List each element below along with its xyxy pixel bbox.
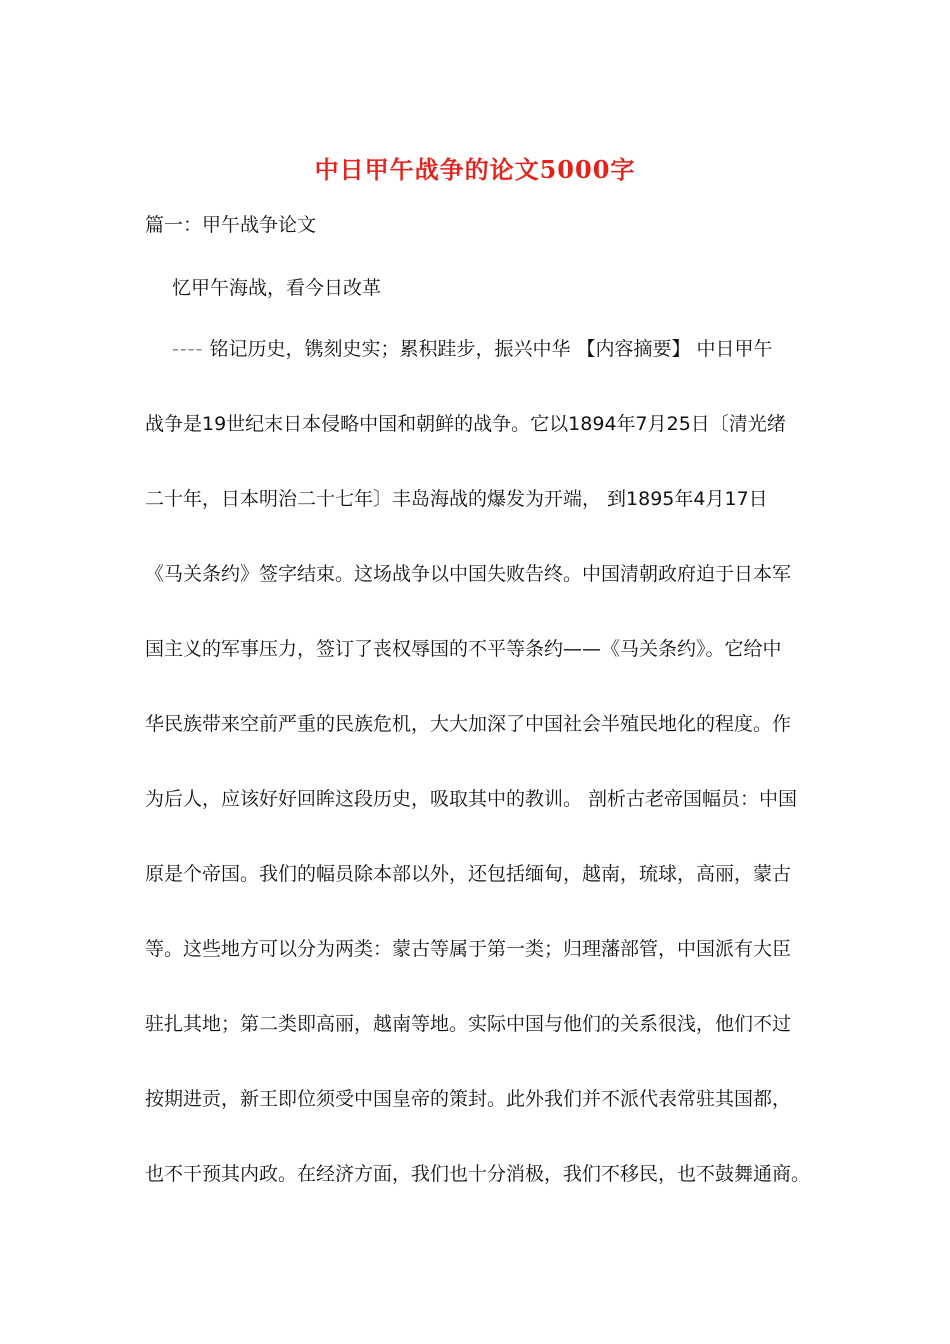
paragraph-line: 按期进贡，新王即位须受中国皇帝的策封。此外我们并不派代表常驻其国都， xyxy=(145,1088,792,1110)
paragraph-line: 等。这些地方可以分为两类：蒙古等属于第一类；归理藩部管，中国派有大臣 xyxy=(145,938,792,960)
paragraph-line: 华民族带来空前严重的民族危机，大大加深了中国社会半殖民地化的程度。作 xyxy=(145,713,792,735)
paragraph-line: 原是个帝国。我们的幅员除本部以外，还包括缅甸，越南，琉球，高丽，蒙古 xyxy=(145,863,792,885)
paragraph-line: 战争是19世纪末日本侵略中国和朝鲜的战争。它以1894年7月25日〔清光绪 xyxy=(145,413,786,435)
paragraph-line xyxy=(145,334,810,409)
paragraph-line: 《马关条约》签字结束。这场战争以中国失败告终。中国清朝政府迫于日本军 xyxy=(145,563,792,585)
document-title: 中日甲午战争的论文5000字 xyxy=(314,155,636,184)
paragraph-line: 驻扎其地；第二类即高丽，越南等地。实际中国与他们的关系很浅，他们不过 xyxy=(145,1013,792,1035)
paragraph-line-text: 铭记历史，镌刻史实；累积跬步，振兴中华 【内容摘要】 中日甲午 xyxy=(203,338,773,360)
paragraph-line: 也不干预其内政。在经济方面，我们也十分消极，我们不移民，也不鼓舞通商。 xyxy=(145,1163,810,1185)
paragraph-line: 为后人，应该好好回眸这段历史，吸取其中的教训。 剖析古老帝国幅员：中国 xyxy=(145,788,798,810)
paragraph-line: 二十年，日本明治二十七年〕丰岛海战的爆发为开端， 到1895年4月17日 xyxy=(145,488,768,510)
paragraph-line: 国主义的军事压力，签订了丧权辱国的不平等条约——《马关条约》。它给中 xyxy=(145,638,782,660)
dash-divider: ---- xyxy=(172,338,204,360)
section-heading: 篇一：甲午战争论文 xyxy=(145,214,317,236)
essay-subtitle: 忆甲午海战，看今日改革 xyxy=(172,277,382,299)
body-text xyxy=(145,334,810,1234)
